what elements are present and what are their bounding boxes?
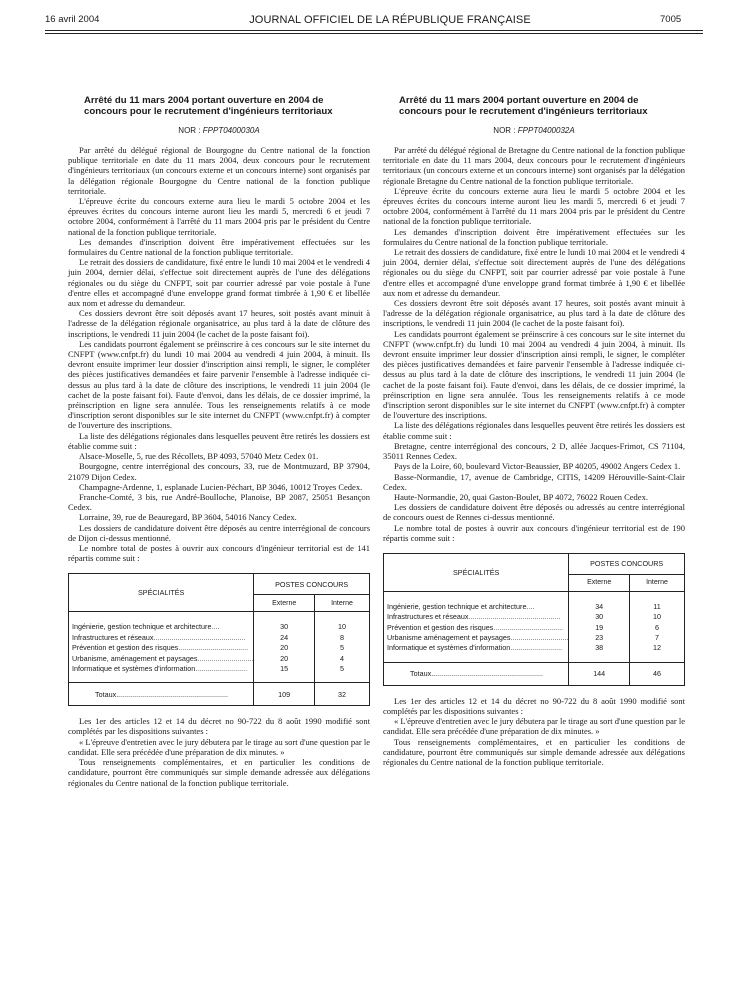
col-postes-concours: POSTES CONCOURS (569, 553, 685, 574)
externe-value: 19 (595, 622, 604, 632)
postes-table (68, 573, 370, 706)
arrete-title: Arrêté du 11 mars 2004 portant ouverture en 2004 de concours pour le recrutement d'ingénieurs territoriaux (84, 95, 333, 117)
externe-value: 23 (595, 633, 604, 643)
page-number: 7005 (660, 14, 682, 25)
specialty-name: Infrastructures et réseaux (72, 632, 154, 642)
nor-label: NOR : (493, 126, 516, 135)
left-column (68, 85, 370, 788)
table-row (384, 591, 685, 662)
address-item: Bretagne, centre interrégional des concours, 2 D, allée Jacques-Frimot, CS 71104, 35011 Rennes Cedex. (383, 440, 685, 462)
address-item: Franche-Comté, 3 bis, rue André-Boulloche, Planoise, BP 2087, 25051 Besançon Cedex. (68, 491, 370, 513)
specialty-name: Prévention et gestion des risques (72, 643, 179, 653)
totals-row (69, 683, 370, 706)
externe-value: 30 (280, 622, 289, 632)
externe-value: 30 (595, 612, 604, 622)
arrete-title: Arrêté du 11 mars 2004 portant ouverture en 2004 de concours pour le recrutement d'ingénieurs territoriaux (399, 95, 648, 117)
nor-code: FPPT0400030A (202, 126, 260, 135)
closing-text (383, 696, 685, 767)
address-item: Alsace-Moselle, 5, rue des Récollets, BP 4093, 57040 Metz Cedex 01. (79, 451, 319, 462)
totals-row (384, 662, 685, 685)
col-interne: Interne (629, 574, 684, 591)
interne-value: 10 (652, 612, 661, 622)
body-text (68, 145, 370, 563)
interne-value: 5 (339, 643, 344, 653)
table-row (69, 612, 370, 683)
totals-label: Totaux........................................................ (384, 662, 569, 685)
paragraph: Les demandes d'inscription doivent être impérativement effectuées sur les formulaires du Centre national de la fonction publique territoriale. (68, 236, 370, 258)
interne-value: 10 (337, 622, 346, 632)
col-postes-concours: POSTES CONCOURS (254, 574, 370, 595)
address-item: Bourgogne, centre interrégional des concours, 33, rue de Montmuzard, BP 37904, 21079 Dijon Cedex. (68, 461, 370, 482)
specialty-name: Ingénierie, gestion technique et architecture (72, 622, 212, 632)
interne-values (314, 612, 369, 683)
right-column (383, 85, 685, 767)
header-rule (45, 30, 703, 31)
col-specialites: SPÉCIALITÉS (69, 574, 254, 612)
externe-value: 38 (595, 643, 604, 653)
specialty-name: Urbanisme, aménagement et paysages (72, 653, 198, 663)
total-interne: 46 (629, 662, 684, 685)
paragraph: Les demandes d'inscription doivent être impérativement effectuées sur les formulaires du Centre national de la fonction publique territoriale. (383, 226, 685, 247)
journal-title: JOURNAL OFFICIEL DE LA RÉPUBLIQUE FRANÇAISE (249, 14, 531, 26)
nor-code: FPPT0400032A (517, 126, 575, 135)
address-item: Basse-Normandie, 17, avenue de Cambridge, CITIS, 14209 Hérouville-Saint-Clair Cedex. (383, 471, 685, 492)
address-item: Lorraine, 39, rue de Beauregard, BP 3604, 54016 Nancy Cedex. (79, 512, 297, 523)
interne-values (629, 591, 684, 662)
closing-text (68, 716, 370, 787)
paragraph: Les 1er des articles 12 et 14 du décret no 90-722 du 8 août 1990 modifié sont complétés par les dispositions suivantes : (383, 695, 685, 717)
externe-values (569, 591, 630, 662)
quotation: « L'épreuve d'entretien avec le jury débutera par le tirage au sort d'une question par le candidat. Elle sera précédée d'une préparation de dix minutes. » (68, 736, 370, 757)
interne-value: 7 (654, 633, 659, 643)
header-rule-double (45, 33, 703, 34)
externe-value: 24 (280, 632, 289, 642)
nor-reference (68, 126, 370, 135)
paragraph: Les dossiers de candidature doivent être déposés au centre interrégional de concours de Dijon ci-dessus mentionné. (68, 522, 370, 543)
paragraph: Les candidats pourront également se préinscrire à ces concours sur le site internet du CNFPT (www.cnfpt.fr) du lundi 10 mai 2004 au vendredi 4 juin 2004, à minuit. Ils devront ensuite imprimer leur dossier d'inscription ainsi rempli, le signer, le compléter des pièces justificatives demandées et faire parvenir l'ensemble à l'adresse indiquée ci-dessus au plus tard à la date de clôture des inscriptions, le vendredi 11 juin 2004 (le cachet de la poste faisant foi). Faute d'envoi, dans les délais, de ce dossier imprimé, la préinscription en ligne sera annulée. Tous les renseignements relatifs à ce mode d'inscription seront disponibles sur le site internet du CNFPT (www.cnfpt.fr) à compter de l'ouverture des inscriptions. (383, 328, 685, 421)
quotation: « L'épreuve d'entretien avec le jury débutera par le tirage au sort d'une question par le candidat. Elle sera précédée d'une préparation de dix minutes. » (383, 716, 685, 737)
paragraph: L'épreuve écrite du concours externe aura lieu le mardi 5 octobre 2004 et les épreuves écrites du concours interne auront lieu les mardi 5, mercredi 6 et jeudi 7 octobre 2004, conformément à l'arrêté du 11 mars 2004 pris par le président du Centre national de la fonction publique territoriale. (68, 196, 370, 237)
specialty-name: Ingénierie, gestion technique et architecture (387, 601, 527, 611)
address-item: Haute-Normandie, 20, quai Gaston-Boulet, BP 4072, 76022 Rouen Cedex. (394, 491, 648, 502)
total-externe: 144 (569, 662, 630, 685)
address-item: Pays de la Loire, 60, boulevard Victor-Beaussier, BP 40205, 49002 Angers Cedex 1. (394, 461, 681, 472)
externe-value: 20 (280, 653, 289, 663)
total-interne: 32 (314, 683, 369, 706)
specialty-name: Informatique et systèmes d'information (387, 643, 511, 653)
paragraph: Par arrêté du délégué régional de Bourgogne du Centre national de la fonction publique territoriale en date du 11 mars 2004, deux concours pour le recrutement d'ingénieurs territoriaux (un concours externe et un concours interne) sont organisés par la délégation régionale Bourgogne du Centre national de la fonction publique territoriale. (68, 145, 370, 196)
specialty-names: Ingénierie, gestion technique et architecture.... Infrastructures et réseaux.............................................. Prévention et gestion des risques................................... Urbanisme aménagement et paysages............................. Informatique et systèmes d'information.......................... (384, 591, 569, 662)
totals-label: Totaux........................................................ (69, 683, 254, 706)
paragraph: Le nombre total de postes à ouvrir aux concours d'ingénieur territorial est de 190 répartis comme suit : (383, 522, 685, 543)
col-specialites: SPÉCIALITÉS (384, 553, 569, 591)
paragraph: Les 1er des articles 12 et 14 du décret no 90-722 du 8 août 1990 modifié sont complétés par les dispositions suivantes : (68, 716, 370, 737)
paragraph: Tous renseignements complémentaires, et en particulier les conditions de candidature, pourront être communiqués sur simple demande adressée aux délégations régionales du Centre national de la fonction publique territoriale. (68, 757, 370, 788)
externe-value: 34 (595, 601, 604, 611)
interne-value: 5 (339, 663, 344, 673)
paragraph: La liste des délégations régionales dans lesquelles peuvent être retirés les dossiers est établie comme suit : (68, 430, 370, 451)
paragraph: Les dossiers de candidature doivent être déposés ou adressés au centre interrégional de concours ouest de Rennes ci-dessus mentionné. (383, 502, 685, 523)
specialty-name: Infrastructures et réseaux (387, 612, 469, 622)
specialty-name: Urbanisme aménagement et paysages (387, 633, 511, 643)
nor-reference (383, 126, 685, 135)
paragraph: Le nombre total de postes à ouvrir aux concours d'ingénieur territorial est de 141 répartis comme suit : (68, 542, 370, 564)
col-externe: Externe (254, 595, 315, 612)
paragraph: Les candidats pourront également se préinscrire à ces concours sur le site internet du CNFPT (www.cnfpt.fr) du lundi 10 mai 2004 au vendredi 4 juin 2004, à minuit. Ils devront ensuite imprimer leur dossier d'inscription ainsi rempli, le signer, le compléter des pièces justificatives demandées et faire parvenir l'ensemble à l'adresse indiquée ci-dessus au plus tard à la date de clôture des inscriptions, le vendredi 11 juin 2004 (le cachet de la poste faisant foi). Faute d'envoi, dans les délais, de ce dossier imprimé, la préinscription en ligne sera annulée. Tous les renseignements relatifs à ce mode d'inscription seront disponibles sur le site internet du CNFPT (www.cnfpt.fr) à compter de l'ouverture des inscriptions. (68, 338, 370, 431)
paragraph: La liste des délégations régionales dans lesquelles peuvent être retirés les dossiers est établie comme suit : (383, 420, 685, 441)
paragraph: Tous renseignements complémentaires, et en particulier les conditions de candidature, pourront être communiqués sur simple demande adressée aux délégations régionales du Centre national de la fonction publique territoriale. (383, 736, 685, 768)
paragraph: Par arrêté du délégué régional de Bretagne du Centre national de la fonction publique territoriale en date du 11 mars 2004, deux concours pour le recrutement d'ingénieurs territoriaux (un concours externe et un concours interne) sont organisés par la délégation régionale Bretagne du Centre national de la fonction publique territoriale. (383, 145, 685, 186)
interne-value: 6 (654, 622, 659, 632)
body-text (383, 145, 685, 543)
nor-label: NOR : (178, 126, 201, 135)
specialty-name: Informatique et systèmes d'information (72, 663, 196, 673)
paragraph: Ces dossiers devront être soit déposés avant 17 heures, soit postés avant minuit à l'adresse de la délégation régionale organisatrice, au plus tard à la date de clôture des inscriptions, le vendredi 11 juin 2004 (le cachet de la poste faisant foi). (383, 298, 685, 329)
interne-value: 12 (652, 643, 661, 653)
interne-value: 8 (339, 632, 344, 642)
externe-value: 15 (280, 663, 289, 673)
externe-values (254, 612, 315, 683)
total-externe: 109 (254, 683, 315, 706)
specialty-names: Ingénierie, gestion technique et architecture.... Infrastructures et réseaux.............................................. Prévention et gestion des risques................................... Urbanisme, aménagement et paysages............................ Informatique et systèmes d'information.......................... (69, 612, 254, 683)
paragraph: Le retrait des dossiers de candidature, fixé entre le lundi 10 mai 2004 et le vendredi 4 juin 2004, dernier délai, s'effectue soit directement auprès de l'une des délégations régionales ou du siège du CNFPT, soit par courrier adressé par voie postale à l'une d'entre elles et accompagné d'une enveloppe grand format timbrée à 1,90 € et libellée aux nom et adresse du demandeur. (383, 247, 685, 298)
paragraph: Le retrait des dossiers de candidature, fixé entre le lundi 10 mai 2004 et le vendredi 4 juin 2004, dernier délai, s'effectue soit directement auprès de l'une des délégations régionales ou du siège du CNFPT, soit par courrier adressé par voie postale à l'une d'entre elles et accompagné d'une enveloppe grand format timbrée à 1,90 € et libellée aux nom et adresse du demandeur. (68, 257, 370, 309)
interne-value: 11 (653, 601, 661, 611)
address-item: Champagne-Ardenne, 1, esplanade Lucien-Péchart, BP 3046, 10012 Troyes Cedex. (79, 481, 363, 492)
externe-value: 20 (280, 643, 289, 653)
col-interne: Interne (314, 595, 369, 612)
issue-date: 16 avril 2004 (45, 14, 100, 25)
specialty-name: Prévention et gestion des risques (387, 622, 494, 632)
page-header (0, 0, 748, 40)
interne-value: 4 (339, 653, 344, 663)
paragraph: L'épreuve écrite du concours externe aura lieu le mardi 5 octobre 2004 et les épreuves écrites du concours interne auront lieu les mardi 5, mercredi 6 et jeudi 7 octobre 2004, conformément à l'arrêté du 11 mars 2004 pris par le président du Centre national de la fonction publique territoriale. (383, 185, 685, 227)
postes-table (383, 553, 685, 686)
col-externe: Externe (569, 574, 630, 591)
paragraph: Ces dossiers devront être soit déposés avant 17 heures, soit postés avant minuit à l'adresse de la délégation régionale organisatrice, au plus tard à la date de clôture des inscriptions, le vendredi 11 juin 2004 (le cachet de la poste faisant foi). (68, 308, 370, 339)
